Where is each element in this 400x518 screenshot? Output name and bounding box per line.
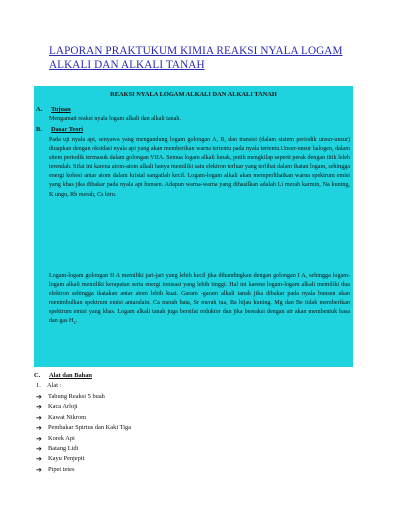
- section-b-title: Dasar Teori: [51, 126, 84, 133]
- arrow-bullet-icon: ➔: [36, 393, 42, 401]
- list-item-text: Pipet tetes: [48, 465, 75, 473]
- section-c-title: Alat dan Bahan: [49, 372, 92, 379]
- theory-paragraph-2: [49, 272, 350, 328]
- list-item: [34, 434, 353, 444]
- list-item: [34, 423, 353, 433]
- list-item: [34, 402, 353, 412]
- theory-paragraph-1: Pada uji nyala api, senyawa yang mengandung logam golongan A, B, dan transisi (dalam sistem periodik unsur-unsur) diuapkan dengan oksidasi nyala api yang akan memberikan warna tertentu pada nyala tertentu.Unsur-unsur halogen, dalam sitem periodik termasuk dalam golongan VIIA. Semua logam alkali lunak, putih mengkilap seperti perak dengan titik leleh terendah. Sifat ini karena atom-atom alkali hanya memiliki satu elektron terluar yang terlibat dalam ikatan logam, sehingga energi kohesi antar atom dalam kristal sangatlah kecil. Logam-logam alkali akan memperlihatkan warna spektrum emisi yang khas jika dibakar pada nyala api bunsen. Adapun warna-warna yang dihasilkan adalah Li merah karmin, Na kuning, K ungu, Rb merah, Cs biru.: [49, 137, 350, 198]
- section-b-label: B.: [36, 126, 42, 133]
- section-c: [34, 372, 353, 475]
- list-item-text: Korek Api: [48, 434, 75, 442]
- list-item: [34, 413, 353, 423]
- tools-number: 1.: [36, 382, 41, 389]
- theory-paragraph-2-text: Logam-logam golongan II A memiliki jari-jari yang lebih kecil jika dibandingkan dengan golongan I A, sehingga logam-logam alkali memiliki kerapatan serta energi ionisasi yang lebih tinggi. Hal ini karena logam-logam alkali memiliki dua elektron sehingga ikatakan antar atom lebih kuat. Garam -garam alkali tanah jika dibakar pada nyala bunsen akan menimbulkan spektrum emisi antaralain. Ca merah bata, Sr merah tua, Ba hijau kuning. Mg dan Be tidak memberikan spektrum emisi yang khas. Logam alkali tanah juga bersifat reduktor dan jika bereaksi dengan air akan membentuk basa dan gas H: [49, 273, 350, 325]
- list-item: [34, 392, 353, 402]
- document-title[interactable]: LAPORAN PRAKTUKUM KIMIA REAKSI NYALA LOGAM ALKALI DAN ALKALI TANAH: [49, 45, 343, 71]
- arrow-bullet-icon: ➔: [36, 465, 42, 474]
- list-item-text: Batang Lidi: [48, 444, 79, 452]
- list-item-text: Kaca Arloji: [48, 403, 78, 411]
- list-item-text: Kayu Penjepit: [48, 455, 85, 463]
- panel-heading: REAKSI NYALA LOGAM ALKALI DAN ALKALI TANAH: [110, 91, 277, 98]
- subscript-two: 2: [73, 320, 76, 326]
- list-item-text: Kawat Nikrom: [48, 413, 87, 421]
- arrow-bullet-icon: ➔: [36, 403, 42, 412]
- section-c-heading: [34, 372, 353, 382]
- section-a-title: Tujuan: [51, 106, 71, 113]
- list-item: [34, 444, 353, 454]
- list-item-text: Tabung Reaksi 5 buah: [48, 393, 105, 400]
- section-a-label: A.: [36, 106, 43, 113]
- arrow-bullet-icon: ➔: [36, 455, 42, 464]
- arrow-bullet-icon: ➔: [36, 444, 42, 453]
- arrow-bullet-icon: ➔: [36, 424, 42, 433]
- arrow-bullet-icon: ➔: [36, 413, 42, 422]
- tools-subheading: [34, 382, 353, 392]
- paragraph-end: .: [75, 318, 78, 325]
- arrow-bullet-icon: ➔: [36, 434, 42, 443]
- section-a-text: Mengamati reaksi nyala logam alkali dan alkali tanah.: [49, 116, 181, 122]
- list-item: [34, 454, 353, 464]
- list-item-text: Pembakar Spirtus dan Kaki Tiga: [48, 424, 132, 432]
- tools-title: Alat :: [47, 382, 62, 389]
- section-c-label: C.: [34, 372, 41, 379]
- list-item: [34, 465, 353, 475]
- highlight-panel: [34, 86, 353, 367]
